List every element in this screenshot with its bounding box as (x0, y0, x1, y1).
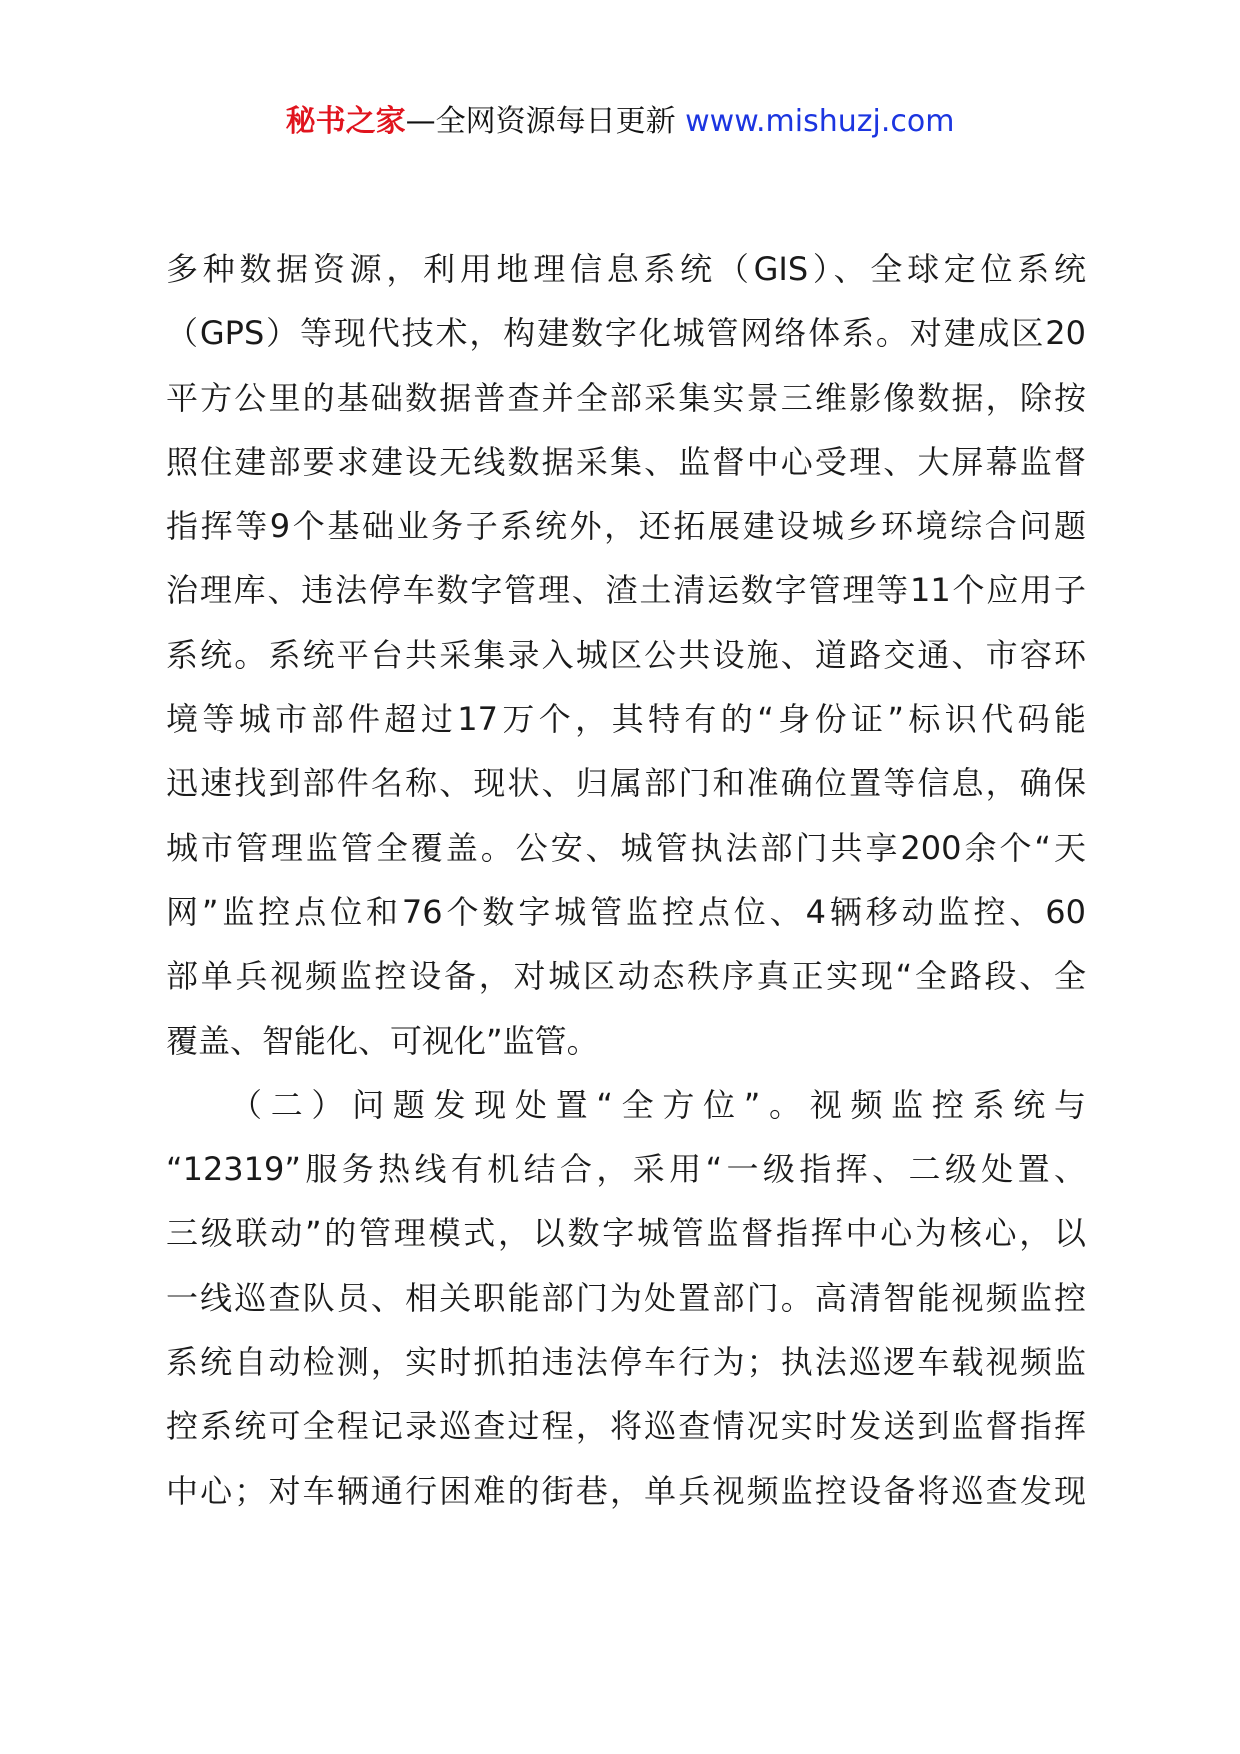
text-line: 控系统可全程记录巡查过程，将巡查情况实时发送到监督指挥 (166, 1407, 1086, 1446)
header-tagline: —全网资源每日更新 (405, 104, 686, 139)
text-line: 系统自动检测，实时抓拍违法停车行为；执法巡逻车载视频监 (166, 1343, 1086, 1382)
document-body (166, 237, 1086, 1523)
text-line: 系统。系统平台共采集录入城区公共设施、道路交通、市容环 (166, 635, 1086, 674)
text-line: 境等城市部件超过17万个，其特有的“身份证”标识代码能 (166, 700, 1086, 739)
header-brand: 秘书之家 (285, 104, 406, 139)
text-line: 迅速找到部件名称、现状、归属部门和准确位置等信息，确保 (166, 764, 1086, 803)
text-line: 照住建部要求建设无线数据采集、监督中心受理、大屏幕监督 (166, 442, 1086, 481)
text-line: 中心；对车辆通行困难的街巷，单兵视频监控设备将巡查发现 (166, 1471, 1086, 1510)
text-line: 平方公里的基础数据普查并全部采集实景三维影像数据，除按 (166, 378, 1086, 417)
text-line: 部单兵视频监控设备，对城区动态秩序真正实现“全路段、全 (166, 957, 1086, 996)
text-line: 治理库、违法停车数字管理、渣土清运数字管理等11个应用子 (166, 571, 1086, 610)
text-line: 三级联动”的管理模式，以数字城管监督指挥中心为核心，以 (166, 1214, 1086, 1253)
text-line: 多种数据资源，利用地理信息系统（GIS）、全球定位系统 (166, 250, 1086, 288)
text-line: 一线巡查队员、相关职能部门为处置部门。高清智能视频监控 (166, 1278, 1086, 1317)
text-line: 网”监控点位和76个数字城管监控点位、4辆移动监控、60 (166, 892, 1086, 931)
text-line: 覆盖、智能化、可视化”监管。 (166, 1021, 599, 1060)
page-header (0, 100, 1240, 144)
text-line: （GPS）等现代技术，构建数字化城管网络体系。对建成区20 (166, 314, 1086, 353)
text-line: 指挥等9个基础业务子系统外，还拓展建设城乡环境综合问题 (166, 507, 1086, 546)
header-url-link[interactable]: www.mishuzj.com (685, 104, 955, 139)
text-line: 城市管理监管全覆盖。公安、城管执法部门共享200余个“天 (166, 828, 1086, 867)
section-heading-line: （二）问题发现处置“全方位”。视频监控系统与 (230, 1085, 1086, 1124)
text-line: “12319”服务热线有机结合，采用“一级指挥、二级处置、 (166, 1150, 1086, 1189)
